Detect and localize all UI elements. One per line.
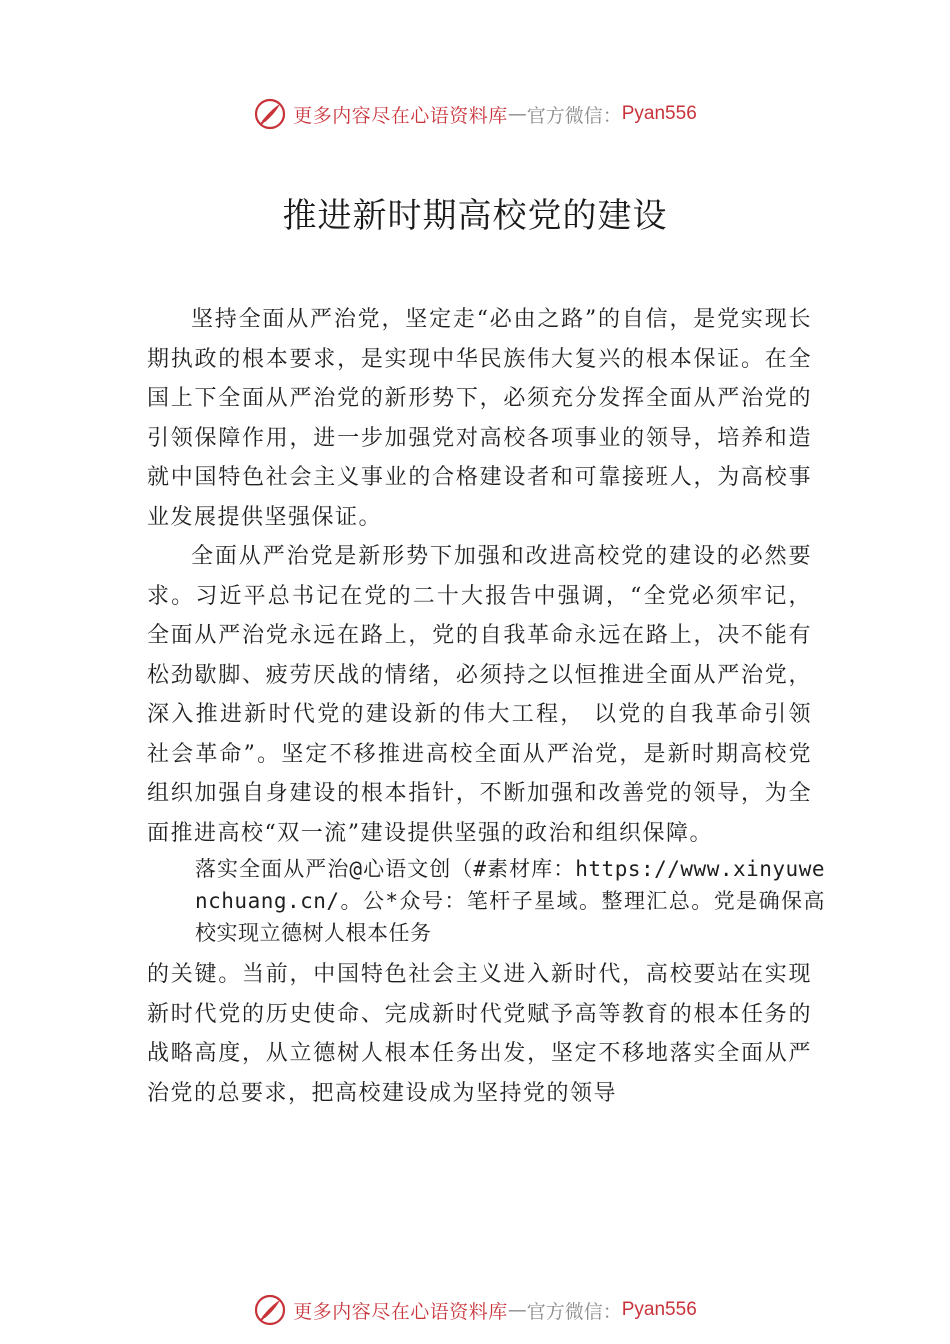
quill-logo-icon — [253, 97, 287, 131]
footer-source-text: 更多内容尽在心语资料库 — [293, 1300, 508, 1323]
banner-dash: — — [507, 103, 527, 125]
quill-logo-icon — [253, 1293, 287, 1327]
banner-wechat-label: 官方微信： — [526, 104, 622, 127]
watermark-note: 落实全面从严治@心语文创（#素材库：https://www.xinyuwenchuang.cn/。公*众号：笔杆子星域。整理汇总。党是确保高校实现立德树人根本任务 — [195, 857, 825, 945]
footer-wechat-label: 官方微信： — [526, 1300, 622, 1323]
footer-wechat-id: Pyan556 — [621, 1299, 697, 1320]
header-banner — [0, 94, 950, 134]
document-body — [147, 300, 825, 1113]
paragraph-2: 全面从严治党是新形势下加强和改进高校党的建设的必然要求。习近平总书记在党的二十大报告中强调，“全党必须牢记，全面从严治党永远在路上，党的自我革命永远在路上，决不能有松劲歇脚、疲劳厌战的情绪，必须持之以恒推进全面从严治党，深入推进新时代党的建设新的伟大工程， 以党的自我革命引领社会革命”。坚定不移推进高校全面从严治党，是新时期高校党组织加强自身建设的根本指针，不断加强和改善党的领导，为全面推进高校“双一流”建设提供坚强的政治和组织保障。 — [147, 544, 812, 846]
footer-banner — [0, 1290, 950, 1330]
document-title: 推进新时期高校党的建设 — [282, 196, 668, 236]
banner-source-text: 更多内容尽在心语资料库 — [293, 104, 508, 127]
footer-dash: — — [507, 1299, 527, 1321]
banner-wechat-id: Pyan556 — [621, 103, 697, 124]
paragraph-1: 坚持全面从严治党，坚定走“必由之路”的自信，是党实现长期执政的根本要求，是实现中华民族伟大复兴的根本保证。在全国上下全面从严治党的新形势下，必须充分发挥全面从严治党的引领保障作用，进一步加强党对高校各项事业的领导，培养和造就中国特色社会主义事业的合格建设者和可靠接班人，为高校事业发展提供坚强保证。 — [147, 307, 812, 530]
paragraph-3-continuation: 的关键。当前，中国特色社会主义进入新时代，高校要站在实现新时代党的历史使命、完成新时代党赋予高等教育的根本任务的战略高度，从立德树人根本任务出发，坚定不移地落实全面从严治党的总要求，把高校建设成为坚持党的领导 — [147, 962, 812, 1106]
